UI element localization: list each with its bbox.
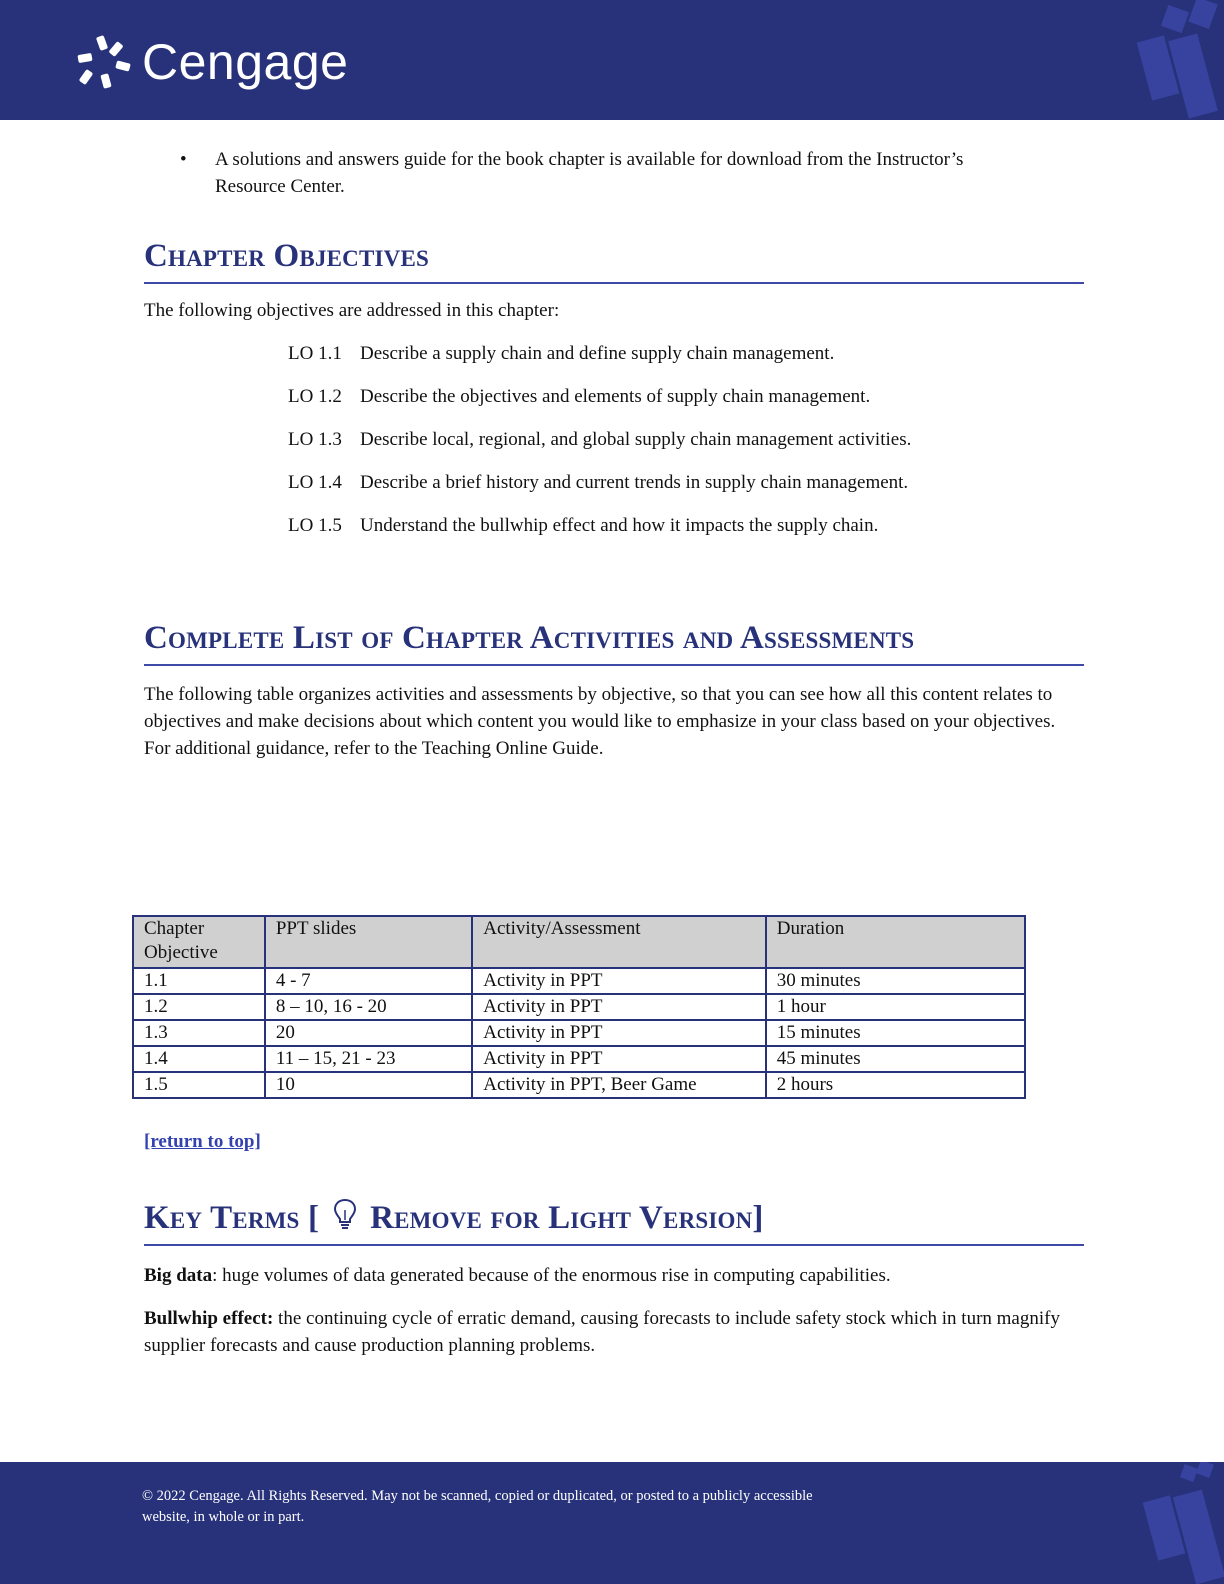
- key-terms-heading-end: Remove for Light Version]: [370, 1200, 764, 1236]
- table-cell: 10: [265, 1072, 472, 1098]
- objective-item: [288, 512, 878, 539]
- header-corner-decoration: [1134, 0, 1224, 120]
- return-to-top-link[interactable]: [return to top]: [144, 1131, 261, 1152]
- table-cell: Activity in PPT: [472, 1046, 766, 1072]
- bullet-text: A solutions and answers guide for the book chapter is available for download from the Instructor’s Resource Center.: [215, 149, 964, 197]
- table-row: [133, 994, 1025, 1020]
- objective-item: [288, 340, 834, 367]
- table-cell: Activity in PPT: [472, 994, 766, 1020]
- objective-text: Understand the bullwhip effect and how it impacts the supply chain.: [360, 515, 879, 536]
- table-cell: 8 – 10, 16 - 20: [265, 994, 472, 1020]
- objective-code: LO 1.4: [288, 472, 342, 493]
- chapter-objectives-heading: Chapter Objectives: [144, 236, 1084, 284]
- objective-code: LO 1.1: [288, 343, 342, 364]
- term-name: Big data: [144, 1265, 213, 1286]
- table-cell: Activity in PPT, Beer Game: [472, 1072, 766, 1098]
- table-cell: 4 - 7: [265, 968, 472, 994]
- activities-intro: The following table organizes activities and assessments by objective, so that you can see how all this content relates to objectives and make decisions about which content you would like to emphasize in your class based on your objectives. For additional guidance, refer to the Teaching Online Guide.: [144, 684, 1056, 759]
- table-row: [133, 1020, 1025, 1046]
- brand-name: Cengage: [142, 34, 349, 90]
- table-cell: 11 – 15, 21 - 23: [265, 1046, 472, 1072]
- objective-item: [288, 469, 908, 496]
- table-cell: 1 hour: [766, 994, 1025, 1020]
- term-definition: the continuing cycle of erratic demand, causing forecasts to include safety stock which in turn magnify supplier forecasts and cause production planning problems.: [144, 1308, 1060, 1356]
- footer-corner-decoration: [1134, 1462, 1224, 1584]
- objective-text: Describe the objectives and elements of supply chain management.: [360, 386, 871, 407]
- table-cell: 1.1: [133, 968, 265, 994]
- lightbulb-icon: [332, 1198, 358, 1232]
- table-cell: 20: [265, 1020, 472, 1046]
- table-row: [133, 968, 1025, 994]
- table-cell: 1.4: [133, 1046, 265, 1072]
- key-term: [144, 1262, 1084, 1289]
- objective-text: Describe a supply chain and define supply chain management.: [360, 343, 835, 364]
- bullet-dot: •: [180, 149, 187, 170]
- table-cell: 2 hours: [766, 1072, 1025, 1098]
- table-header-row: [133, 916, 1025, 968]
- objective-item: [288, 383, 870, 410]
- column-header: Duration: [766, 916, 1025, 968]
- objectives-intro: The following objectives are addressed in this chapter:: [144, 300, 560, 321]
- table-cell: 45 minutes: [766, 1046, 1025, 1072]
- column-header: Chapter Objective: [133, 916, 265, 968]
- key-terms-heading-start: Key Terms [: [144, 1200, 320, 1236]
- column-header: Activity/Assessment: [472, 916, 766, 968]
- term-definition: : huge volumes of data generated because of the enormous rise in computing capabilities.: [212, 1265, 891, 1286]
- key-terms-heading: [144, 1198, 1084, 1246]
- objective-code: LO 1.3: [288, 429, 342, 450]
- header-band: [0, 0, 1224, 120]
- table-cell: 1.2: [133, 994, 265, 1020]
- term-name: Bullwhip effect:: [144, 1308, 274, 1329]
- cengage-logo[interactable]: [72, 32, 348, 92]
- table-row: [133, 1072, 1025, 1098]
- activities-table: [132, 915, 1026, 1099]
- table-row: [133, 1046, 1025, 1072]
- table-cell: Activity in PPT: [472, 1020, 766, 1046]
- key-term: [144, 1305, 1084, 1359]
- cengage-mark-icon: [72, 32, 136, 92]
- table-cell: 1.5: [133, 1072, 265, 1098]
- table-cell: 1.3: [133, 1020, 265, 1046]
- footer-band: [0, 1462, 1224, 1584]
- activities-heading: Complete List of Chapter Activities and Assessments: [144, 618, 1084, 666]
- table-cell: 15 minutes: [766, 1020, 1025, 1046]
- objective-code: LO 1.2: [288, 386, 342, 407]
- table-cell: 30 minutes: [766, 968, 1025, 994]
- objective-text: Describe local, regional, and global supply chain management activities.: [360, 429, 912, 450]
- objective-item: [288, 426, 911, 453]
- column-header: PPT slides: [265, 916, 472, 968]
- table-cell: Activity in PPT: [472, 968, 766, 994]
- objective-text: Describe a brief history and current trends in supply chain management.: [360, 472, 909, 493]
- copyright-text: © 2022 Cengage. All Rights Reserved. May not be scanned, copied or duplicated, or posted to a publicly accessible website, in whole or in part.: [142, 1488, 813, 1525]
- objective-code: LO 1.5: [288, 515, 342, 536]
